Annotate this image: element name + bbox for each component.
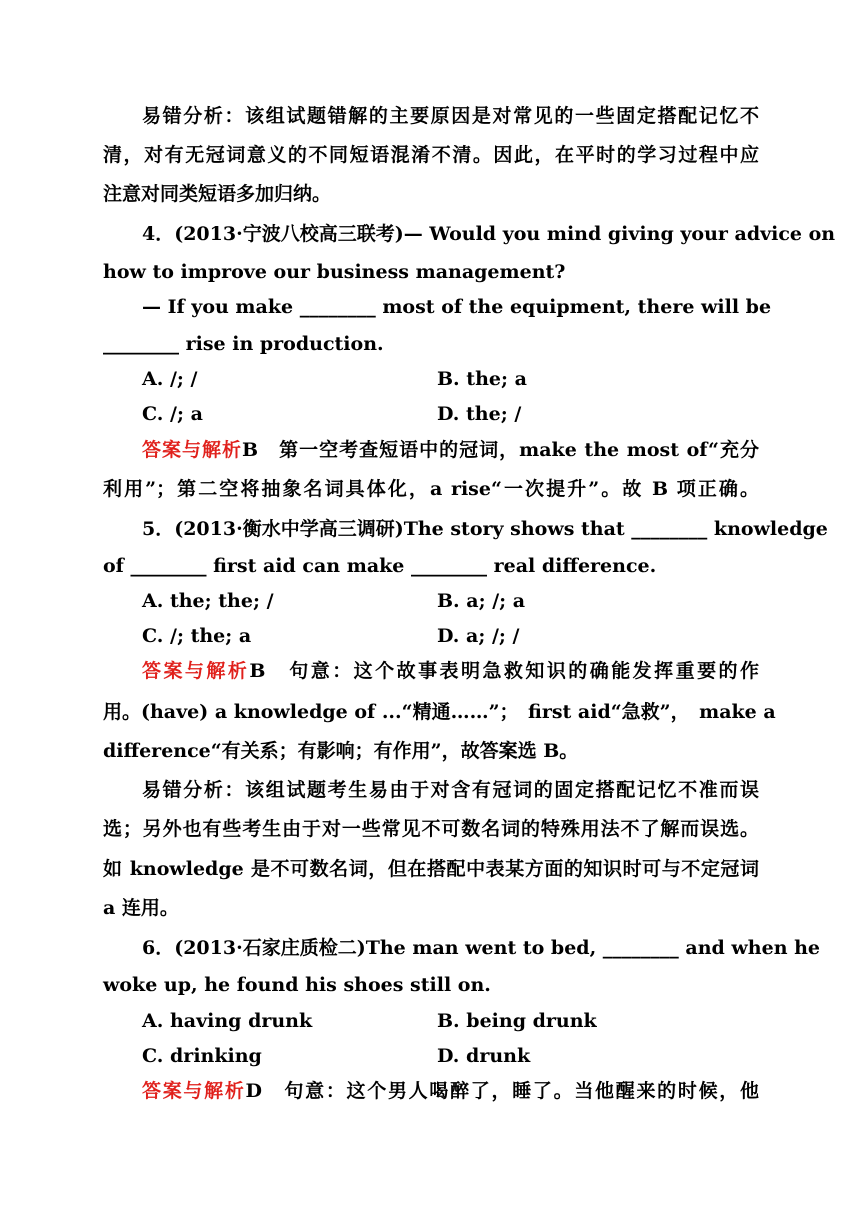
answer-label: 答案与解析 (142, 660, 250, 682)
error-analysis-line: 易错分析：该组试题考生易由于对含有冠词的固定搭配记忆不准而误 (142, 779, 759, 801)
answer-label: 答案与解析 (142, 439, 243, 461)
question-6-stem: 6．(2013·石家庄质检二)The man went to bed, ________ and when he (142, 937, 821, 959)
error-analysis-line: a 连用。 (103, 897, 179, 919)
answer-text: B 第一空考查短语中的冠词，make the most of“充分 (242, 439, 759, 461)
question-4-stem: how to improve our business management? (103, 261, 566, 283)
option-c: C. drinking (142, 1045, 262, 1067)
answer-text: D 句意：这个男人喝醉了，睡了。当他醒来的时候，他 (245, 1080, 759, 1102)
option-b: B. being drunk (437, 1010, 597, 1032)
answer-text: difference“有关系；有影响；有作用”，故答案选 B。 (103, 740, 579, 762)
option-a: A. the; the; / (142, 590, 274, 612)
option-a: A. having drunk (142, 1010, 313, 1032)
option-a: A. /; / (142, 368, 198, 390)
option-c: C. /; the; a (142, 625, 252, 647)
error-analysis-line: 注意对同类短语多加归纳。 (103, 183, 332, 205)
error-analysis-line: 选；另外也有些考生由于对一些常见不可数名词的特殊用法不了解而误选。 (103, 818, 759, 840)
question-5-stem: 5．(2013·衡水中学高三调研)The story shows that ________ knowledge (142, 518, 828, 540)
option-b: B. a; /; a (437, 590, 526, 612)
question-4-stem: 4．(2013·宁波八校高三联考)— Would you mind giving your advice on (142, 223, 836, 245)
answer-text: 利用”；第二空将抽象名词具体化，a rise“一次提升”。故 B 项正确。 (103, 478, 759, 500)
option-c: C. /; a (142, 403, 203, 425)
question-4-dialog: — If you make ________ most of the equipment, there will be (142, 296, 772, 318)
question-4-dialog: ________ rise in production. (103, 333, 384, 355)
option-d: D. a; /; / (437, 625, 520, 647)
question-6-stem: woke up, he found his shoes still on. (103, 974, 491, 996)
option-d: D. the; / (437, 403, 522, 425)
error-analysis-line: 清，对有无冠词意义的不同短语混淆不清。因此，在平时的学习过程中应 (103, 144, 759, 166)
answer-text: 用。(have) a knowledge of ...“精通……”； first aid“急救”， make a (103, 701, 776, 723)
answer-explanation (142, 658, 759, 684)
option-b: B. the; a (437, 368, 527, 390)
answer-text: B 句意：这个故事表明急救知识的确能发挥重要的作 (249, 660, 759, 682)
error-analysis-line: 易错分析：该组试题错解的主要原因是对常见的一些固定搭配记忆不 (142, 105, 759, 127)
answer-explanation (142, 1078, 759, 1104)
question-5-stem: of ________ first aid can make ________ real difference. (103, 555, 657, 577)
answer-label: 答案与解析 (142, 1080, 246, 1102)
error-analysis-line: 如 knowledge 是不可数名词，但在搭配中表某方面的知识时可与不定冠词 (103, 858, 759, 880)
option-d: D. drunk (437, 1045, 531, 1067)
answer-explanation (142, 437, 759, 463)
